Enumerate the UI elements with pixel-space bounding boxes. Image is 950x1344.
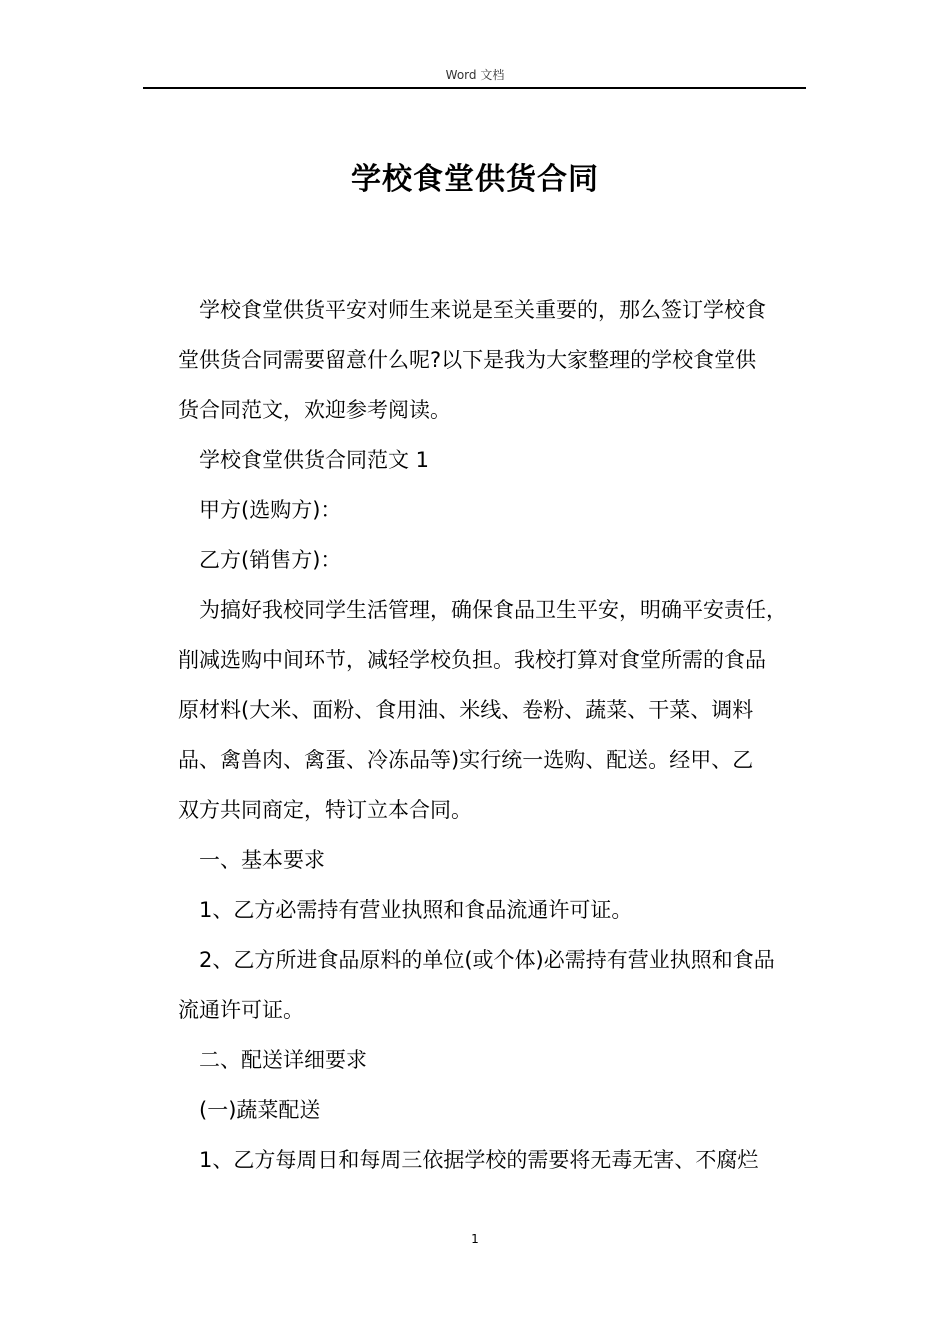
document-title: 学校食堂供货合同 <box>351 162 599 197</box>
text-line: 1、乙方每周日和每周三依据学校的需要将无毒无害、不腐烂 <box>199 1148 759 1172</box>
text-line: 学校食堂供货合同范文 1 <box>199 448 430 472</box>
text-line: 原材料(大米、面粉、食用油、米线、卷粉、蔬菜、干菜、调料 <box>178 698 754 722</box>
text-line: 削减选购中间环节，减轻学校负担。我校打算对食堂所需的食品 <box>178 648 766 672</box>
subsection-heading: (一)蔬菜配送 <box>199 1098 321 1122</box>
text-line: 学校食堂供货平安对师生来说是至关重要的，那么签订学校食 <box>199 298 766 322</box>
section-heading: 二、配送详细要求 <box>199 1048 367 1072</box>
header-divider <box>143 87 806 89</box>
text-line: 1、乙方必需持有营业执照和食品流通许可证。 <box>199 898 633 922</box>
page-number: 1 <box>471 1232 479 1246</box>
text-line: 乙方(销售方)： <box>199 548 342 572</box>
section-heading: 一、基本要求 <box>199 848 325 872</box>
text-line: 流通许可证。 <box>178 998 304 1022</box>
text-line: 甲方(选购方)： <box>199 498 342 522</box>
text-line: 货合同范文，欢迎参考阅读。 <box>178 398 451 422</box>
text-line: 2、乙方所进食品原料的单位(或个体)必需持有营业执照和食品 <box>199 948 775 972</box>
text-line: 堂供货合同需要留意什么呢?以下是我为大家整理的学校食堂供 <box>178 348 757 372</box>
text-line: 为搞好我校同学生活管理，确保食品卫生平安，明确平安责任， <box>199 598 787 622</box>
text-line: 品、禽兽肉、禽蛋、冷冻品等)实行统一选购、配送。经甲、乙 <box>178 748 754 772</box>
text-line: 双方共同商定，特订立本合同。 <box>178 798 472 822</box>
document-body <box>178 285 814 1185</box>
header-label: Word 文档 <box>445 68 505 82</box>
